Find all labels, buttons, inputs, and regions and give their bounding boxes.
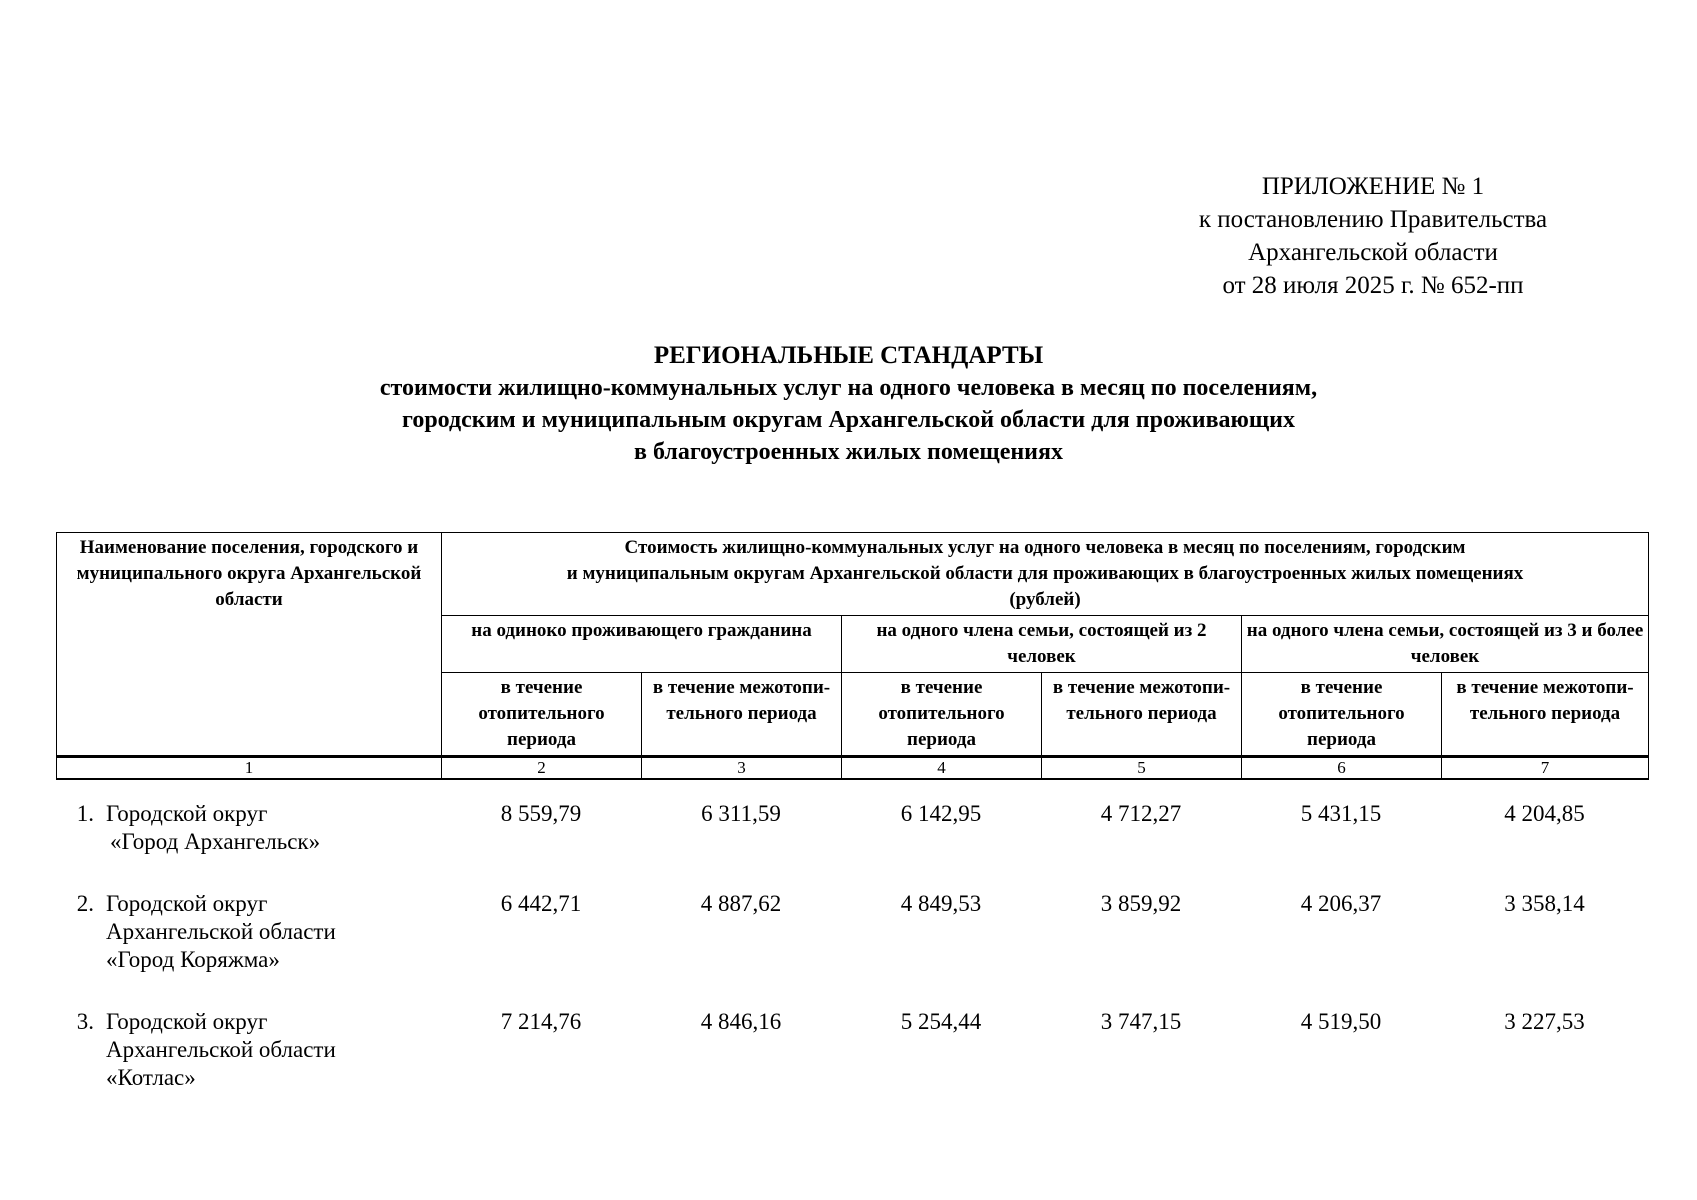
header-cost-line-1: Стоимость жилищно-коммунальных услуг на одного человека в месяц по поселениям, городским [624, 537, 1466, 558]
row-value: 4 712,27 [1100, 801, 1182, 826]
document-title [0, 340, 1697, 468]
row-name-line: Городской округ [106, 1009, 268, 1034]
row-name-line: Архангельской области [106, 1037, 336, 1062]
row-name-line: «Город Коряжма» [106, 947, 280, 972]
column-number: 3 [642, 757, 842, 780]
row-name-line: Архангельской области [106, 919, 336, 944]
row-settlement-name [106, 1008, 441, 1126]
row-value: 3 358,14 [1504, 891, 1585, 916]
row-settlement-name [106, 800, 441, 890]
header-nonheating-b: тельного периода [1469, 703, 1621, 724]
appendix-header [1113, 170, 1633, 302]
row-value: 6 311,59 [701, 801, 781, 826]
table-header [56, 532, 1649, 780]
row-name-line: «Котлас» [106, 1065, 196, 1090]
header-nonheating [1042, 673, 1242, 757]
appendix-region: Архангельской области [1248, 239, 1498, 266]
row-value: 6 142,95 [900, 801, 982, 826]
row-number: 3. [76, 1009, 94, 1034]
column-number: 2 [442, 757, 642, 780]
header-group-three: на одного члена семьи, состоящей из 3 и более человек [1242, 616, 1649, 673]
row-name-line: Городской округ [106, 891, 268, 916]
header-heating: в течение отопительного периода [842, 673, 1042, 757]
header-nonheating-b: тельного периода [1066, 703, 1217, 724]
header-nonheating [642, 673, 842, 757]
header-heating: в течение отопительного периода [442, 673, 642, 757]
column-number: 5 [1042, 757, 1242, 780]
header-group-two: на одного члена семьи, состоящей из 2 человек [842, 616, 1242, 673]
header-cost-line-2: и муниципальным округам Архангельской области для проживающих в благоустроенных жилых помещениях [566, 563, 1524, 584]
column-number: 1 [57, 757, 442, 780]
column-number: 4 [842, 757, 1042, 780]
row-value: 6 442,71 [500, 891, 582, 916]
title-line-1: стоимости жилищно-коммунальных услуг на одного человека в месяц по поселениям, [379, 375, 1318, 401]
header-heating: в течение отопительного периода [1242, 673, 1442, 757]
row-value: 3 859,92 [1100, 891, 1182, 916]
header-settlement-name: Наименование поселения, городского и муниципального округа Архангельской области [57, 533, 442, 757]
header-nonheating-a: в течение межотопи- [652, 677, 831, 698]
row-number: 2. [76, 891, 94, 916]
row-value: 4 206,37 [1300, 891, 1382, 916]
header-nonheating-a: в течение межотопи- [1052, 677, 1231, 698]
title-line-3: в благоустроенных жилых помещениях [634, 439, 1063, 465]
row-value: 8 559,79 [500, 801, 582, 826]
appendix-number: ПРИЛОЖЕНИЕ № 1 [1261, 173, 1485, 200]
row-value: 4 887,62 [700, 891, 782, 916]
row-value: 3 747,15 [1100, 1009, 1182, 1034]
row-value: 3 227,53 [1504, 1009, 1585, 1034]
table-row [56, 890, 1648, 1008]
header-cost [442, 533, 1649, 616]
header-cost-unit: (рублей) [1009, 589, 1081, 610]
table-row [56, 800, 1648, 890]
appendix-ref: к постановлению Правительства [1198, 206, 1548, 233]
row-value: 4 849,53 [900, 891, 982, 916]
column-number: 7 [1442, 757, 1649, 780]
title-main: РЕГИОНАЛЬНЫЕ СТАНДАРТЫ [653, 342, 1044, 369]
header-nonheating [1442, 673, 1649, 757]
appendix-date: от 28 июля 2025 г. № 652-пп [1222, 272, 1524, 299]
title-line-2: городским и муниципальным округам Архангельской области для проживающих [402, 407, 1295, 433]
row-value: 4 519,50 [1300, 1009, 1382, 1034]
column-numbers-row [57, 757, 1649, 780]
column-number: 6 [1242, 757, 1442, 780]
table-row [56, 1008, 1648, 1126]
header-nonheating-b: тельного периода [666, 703, 817, 724]
row-value: 4 204,85 [1504, 801, 1585, 826]
row-name-line: «Город Архангельск» [110, 829, 321, 854]
row-value: 4 846,16 [700, 1009, 782, 1034]
row-number: 1. [76, 801, 94, 826]
row-name-line: Городской округ [106, 801, 268, 826]
header-nonheating-a: в течение межотопи- [1456, 677, 1634, 698]
row-value: 7 214,76 [500, 1009, 582, 1034]
row-value: 5 254,44 [900, 1009, 982, 1034]
row-settlement-name [106, 890, 441, 1008]
row-value: 5 431,15 [1300, 801, 1382, 826]
header-group-single: на одиноко проживающего гражданина [442, 616, 842, 673]
table-body [56, 800, 1648, 1126]
